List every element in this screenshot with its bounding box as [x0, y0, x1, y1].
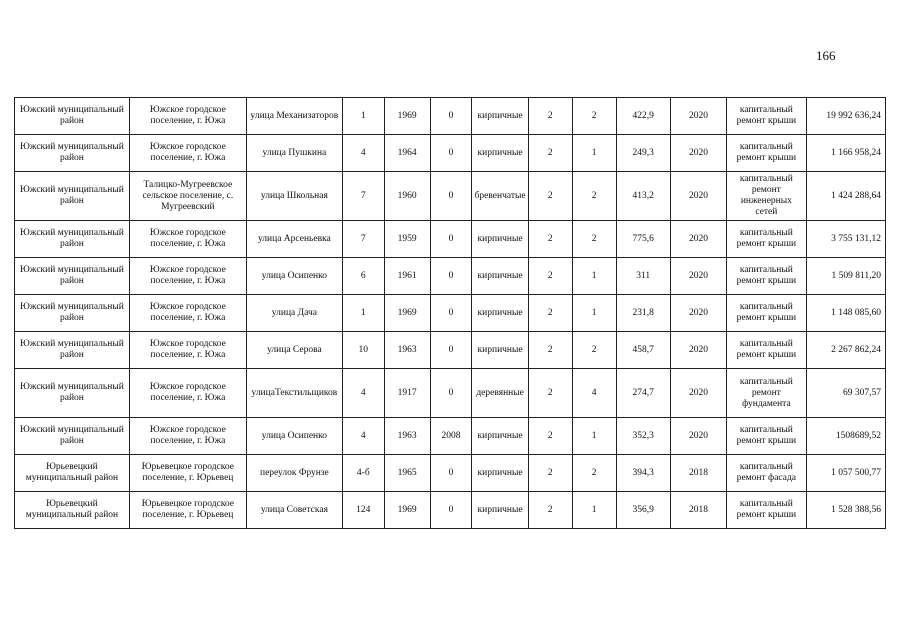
entrances-cell: 1: [572, 295, 616, 332]
settlement-cell: Южское городское поселение, г. Южа: [129, 135, 246, 172]
cost-cell: 2 267 862,24: [806, 332, 885, 369]
settlement-cell: Южское городское поселение, г. Южа: [129, 258, 246, 295]
work-type-cell: капитальный ремонт крыши: [727, 492, 806, 529]
street-cell: переулок Фрунзе: [246, 455, 342, 492]
work-type-cell: капитальный ремонт инженерных сетей: [727, 172, 806, 221]
wall-material-cell: кирпичные: [472, 135, 528, 172]
wall-material-cell: кирпичные: [472, 258, 528, 295]
settlement-cell: Юрьевецкое городское поселение, г. Юрьевец: [129, 455, 246, 492]
wall-material-cell: кирпичные: [472, 221, 528, 258]
street-cell: улица Пушкина: [246, 135, 342, 172]
plan-year-cell: 2020: [670, 172, 726, 221]
street-cell: улицаТекстильщиков: [246, 369, 342, 418]
wall-material-cell: кирпичные: [472, 332, 528, 369]
year-renovated-cell: 0: [430, 295, 472, 332]
cost-cell: 1 509 811,20: [806, 258, 885, 295]
district-cell: Южский муниципальный район: [15, 98, 130, 135]
year-built-cell: 1963: [384, 418, 430, 455]
settlement-cell: Южское городское поселение, г. Южа: [129, 332, 246, 369]
table-row: [15, 418, 886, 455]
settlement-cell: Южское городское поселение, г. Южа: [129, 221, 246, 258]
year-built-cell: 1959: [384, 221, 430, 258]
area-cell: 311: [616, 258, 670, 295]
settlement-cell: Южское городское поселение, г. Южа: [129, 369, 246, 418]
year-built-cell: 1917: [384, 369, 430, 418]
street-cell: улица Осипенко: [246, 258, 342, 295]
settlement-cell: Южское городское поселение, г. Южа: [129, 295, 246, 332]
floors-cell: 2: [528, 135, 572, 172]
street-cell: улица Серова: [246, 332, 342, 369]
cost-cell: 1 528 388,56: [806, 492, 885, 529]
year-built-cell: 1965: [384, 455, 430, 492]
area-cell: 413,2: [616, 172, 670, 221]
work-type-cell: капитальный ремонт фундамента: [727, 369, 806, 418]
house-number-cell: 4-б: [342, 455, 384, 492]
year-built-cell: 1960: [384, 172, 430, 221]
entrances-cell: 4: [572, 369, 616, 418]
area-cell: 356,9: [616, 492, 670, 529]
year-built-cell: 1961: [384, 258, 430, 295]
floors-cell: 2: [528, 332, 572, 369]
year-built-cell: 1969: [384, 295, 430, 332]
settlement-cell: Юрьевецкое городское поселение, г. Юрьевец: [129, 492, 246, 529]
entrances-cell: 2: [572, 172, 616, 221]
work-type-cell: капитальный ремонт крыши: [727, 295, 806, 332]
page-number: 166: [816, 48, 836, 63]
cost-cell: 1 148 085,60: [806, 295, 885, 332]
entrances-cell: 1: [572, 492, 616, 529]
area-cell: 394,3: [616, 455, 670, 492]
year-renovated-cell: 0: [430, 369, 472, 418]
table-row: [15, 369, 886, 418]
cost-cell: 1508689,52: [806, 418, 885, 455]
year-renovated-cell: 0: [430, 492, 472, 529]
street-cell: улица Советская: [246, 492, 342, 529]
area-cell: 249,3: [616, 135, 670, 172]
wall-material-cell: деревянные: [472, 369, 528, 418]
house-number-cell: 4: [342, 418, 384, 455]
area-cell: 458,7: [616, 332, 670, 369]
entrances-cell: 2: [572, 455, 616, 492]
street-cell: улица Дача: [246, 295, 342, 332]
year-renovated-cell: 0: [430, 98, 472, 135]
wall-material-cell: кирпичные: [472, 98, 528, 135]
wall-material-cell: кирпичные: [472, 295, 528, 332]
year-built-cell: 1969: [384, 98, 430, 135]
work-type-cell: капитальный ремонт крыши: [727, 258, 806, 295]
house-number-cell: 6: [342, 258, 384, 295]
street-cell: улица Арсеньевка: [246, 221, 342, 258]
work-type-cell: капитальный ремонт крыши: [727, 418, 806, 455]
housing-registry-table: [14, 97, 886, 529]
floors-cell: 2: [528, 455, 572, 492]
year-renovated-cell: 0: [430, 135, 472, 172]
cost-cell: 1 166 958,24: [806, 135, 885, 172]
entrances-cell: 1: [572, 418, 616, 455]
area-cell: 422,9: [616, 98, 670, 135]
year-renovated-cell: 2008: [430, 418, 472, 455]
plan-year-cell: 2020: [670, 332, 726, 369]
district-cell: Южский муниципальный район: [15, 369, 130, 418]
cost-cell: 19 992 636,24: [806, 98, 885, 135]
house-number-cell: 7: [342, 172, 384, 221]
year-built-cell: 1964: [384, 135, 430, 172]
floors-cell: 2: [528, 369, 572, 418]
cost-cell: 1 057 500,77: [806, 455, 885, 492]
table-row: [15, 492, 886, 529]
floors-cell: 2: [528, 172, 572, 221]
table-row: [15, 98, 886, 135]
street-cell: улица Школьная: [246, 172, 342, 221]
plan-year-cell: 2020: [670, 135, 726, 172]
house-number-cell: 1: [342, 98, 384, 135]
table-row: [15, 221, 886, 258]
entrances-cell: 1: [572, 135, 616, 172]
table-row: [15, 455, 886, 492]
year-renovated-cell: 0: [430, 172, 472, 221]
area-cell: 231,8: [616, 295, 670, 332]
wall-material-cell: кирпичные: [472, 492, 528, 529]
entrances-cell: 2: [572, 98, 616, 135]
plan-year-cell: 2018: [670, 492, 726, 529]
house-number-cell: 4: [342, 369, 384, 418]
house-number-cell: 7: [342, 221, 384, 258]
cost-cell: 3 755 131,12: [806, 221, 885, 258]
district-cell: Юрьевецкий муниципальный район: [15, 492, 130, 529]
year-renovated-cell: 0: [430, 258, 472, 295]
street-cell: улица Осипенко: [246, 418, 342, 455]
plan-year-cell: 2020: [670, 221, 726, 258]
cost-cell: 69 307,57: [806, 369, 885, 418]
floors-cell: 2: [528, 418, 572, 455]
wall-material-cell: кирпичные: [472, 455, 528, 492]
plan-year-cell: 2020: [670, 98, 726, 135]
house-number-cell: 1: [342, 295, 384, 332]
plan-year-cell: 2020: [670, 369, 726, 418]
district-cell: Южский муниципальный район: [15, 135, 130, 172]
floors-cell: 2: [528, 221, 572, 258]
work-type-cell: капитальный ремонт фасада: [727, 455, 806, 492]
table-row: [15, 172, 886, 221]
district-cell: Южский муниципальный район: [15, 258, 130, 295]
floors-cell: 2: [528, 98, 572, 135]
work-type-cell: капитальный ремонт крыши: [727, 98, 806, 135]
settlement-cell: Южское городское поселение, г. Южа: [129, 418, 246, 455]
wall-material-cell: бревенчатые: [472, 172, 528, 221]
settlement-cell: Южское городское поселение, г. Южа: [129, 98, 246, 135]
area-cell: 352,3: [616, 418, 670, 455]
plan-year-cell: 2020: [670, 258, 726, 295]
house-number-cell: 124: [342, 492, 384, 529]
year-renovated-cell: 0: [430, 221, 472, 258]
settlement-cell: Талицко-Мугреевское сельское поселение, с. Мугреевский: [129, 172, 246, 221]
year-renovated-cell: 0: [430, 455, 472, 492]
year-built-cell: 1963: [384, 332, 430, 369]
work-type-cell: капитальный ремонт крыши: [727, 332, 806, 369]
year-built-cell: 1969: [384, 492, 430, 529]
floors-cell: 2: [528, 492, 572, 529]
street-cell: улица Механизаторов: [246, 98, 342, 135]
entrances-cell: 2: [572, 332, 616, 369]
table-row: [15, 258, 886, 295]
table-row: [15, 332, 886, 369]
table-row: [15, 295, 886, 332]
area-cell: 775,6: [616, 221, 670, 258]
district-cell: Юрьевецкий муниципальный район: [15, 455, 130, 492]
plan-year-cell: 2020: [670, 418, 726, 455]
area-cell: 274,7: [616, 369, 670, 418]
work-type-cell: капитальный ремонт крыши: [727, 221, 806, 258]
house-number-cell: 4: [342, 135, 384, 172]
district-cell: Южский муниципальный район: [15, 221, 130, 258]
plan-year-cell: 2018: [670, 455, 726, 492]
district-cell: Южский муниципальный район: [15, 418, 130, 455]
table-row: [15, 135, 886, 172]
year-renovated-cell: 0: [430, 332, 472, 369]
district-cell: Южский муниципальный район: [15, 332, 130, 369]
floors-cell: 2: [528, 258, 572, 295]
cost-cell: 1 424 288,64: [806, 172, 885, 221]
floors-cell: 2: [528, 295, 572, 332]
district-cell: Южский муниципальный район: [15, 295, 130, 332]
house-number-cell: 10: [342, 332, 384, 369]
district-cell: Южский муниципальный район: [15, 172, 130, 221]
entrances-cell: 2: [572, 221, 616, 258]
plan-year-cell: 2020: [670, 295, 726, 332]
work-type-cell: капитальный ремонт крыши: [727, 135, 806, 172]
wall-material-cell: кирпичные: [472, 418, 528, 455]
entrances-cell: 1: [572, 258, 616, 295]
